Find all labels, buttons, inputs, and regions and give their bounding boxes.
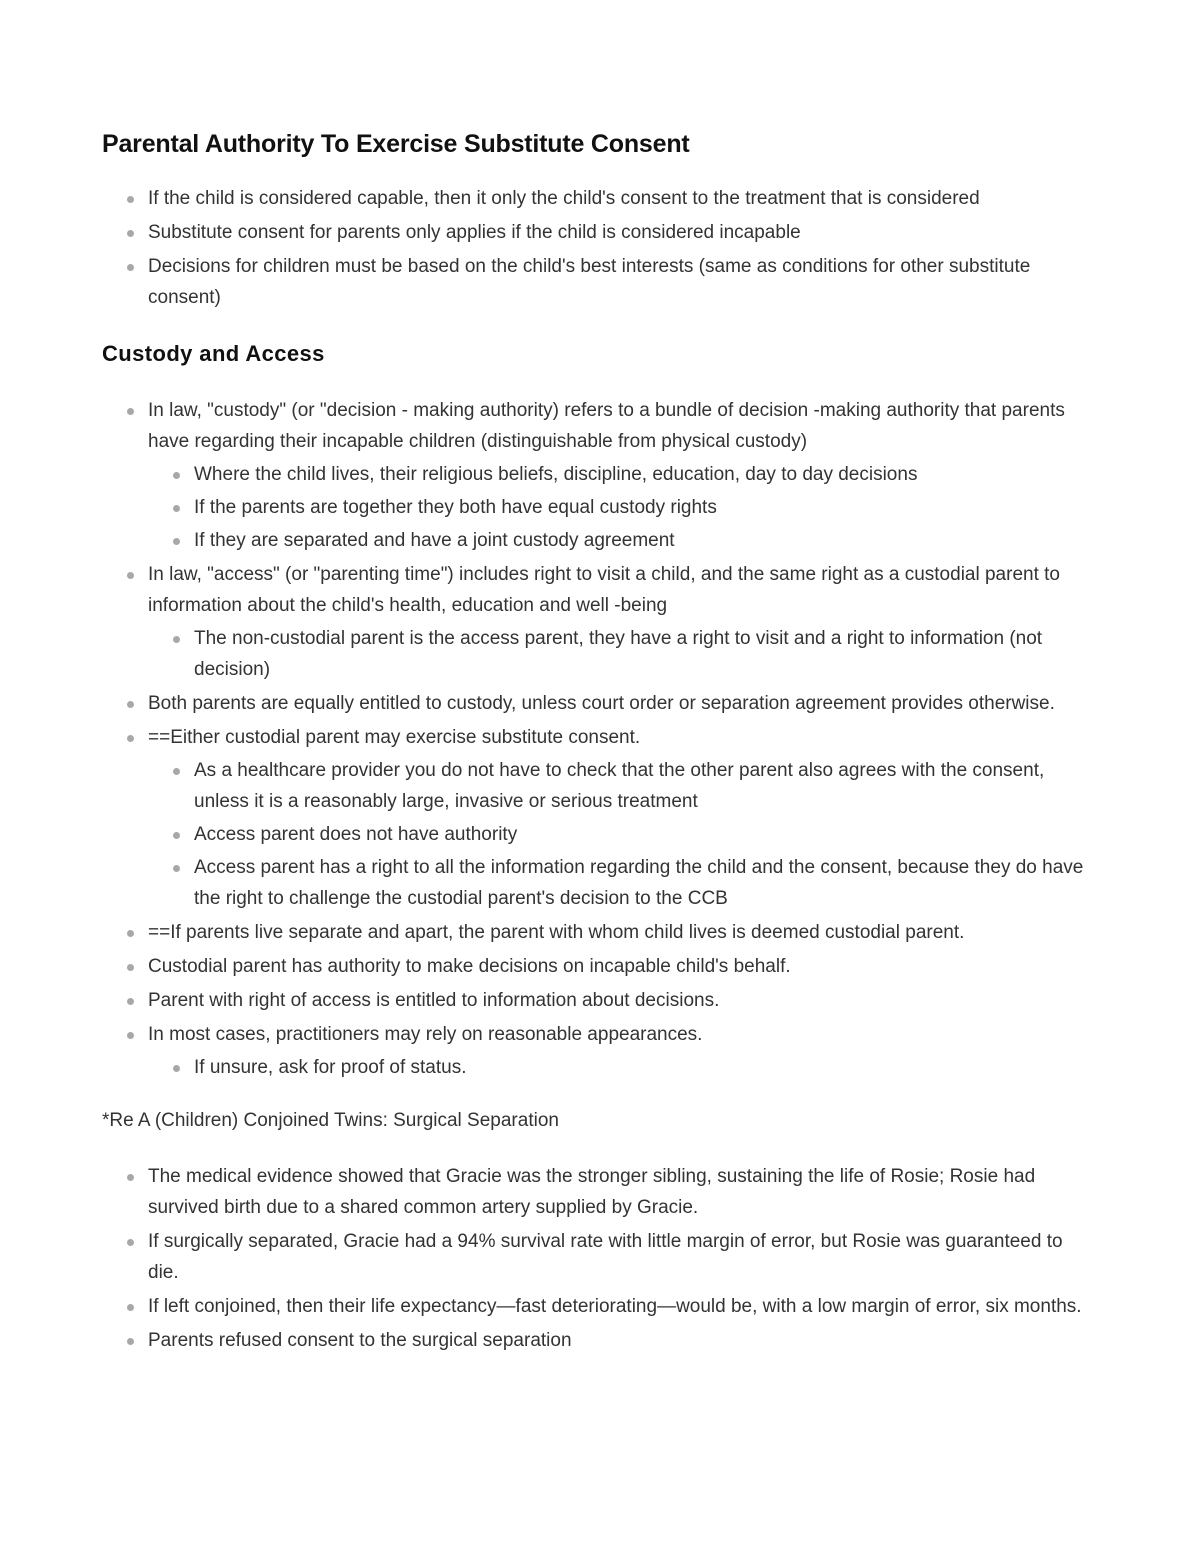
sub-list-item: If they are separated and have a joint custody agreement (194, 525, 1092, 556)
list-item: Parent with right of access is entitled to information about decisions. (148, 985, 1092, 1016)
sub-list-item: Where the child lives, their religious beliefs, discipline, education, day to day decisions (194, 459, 1092, 490)
case-heading: *Re A (Children) Conjoined Twins: Surgical Separation (102, 1110, 559, 1131)
list-item (148, 1019, 1092, 1083)
list-item: Parents refused consent to the surgical separation (148, 1325, 1092, 1356)
section1-list (102, 183, 1092, 313)
sub-list-item: Access parent has a right to all the information regarding the child and the consent, because they do have the right to challenge the custodial parent's decision to the CCB (194, 852, 1092, 914)
list-item: The medical evidence showed that Gracie was the stronger sibling, sustaining the life of Rosie; Rosie had survived birth due to a shared common artery supplied by Gracie. (148, 1161, 1092, 1223)
sub-list-item: If the parents are together they both have equal custody rights (194, 492, 1092, 523)
sub-list-item: Access parent does not have authority (194, 819, 1092, 850)
list-item (148, 559, 1092, 685)
section2-title: Custody and Access (102, 341, 325, 366)
list-item-text: In law, "access" (or "parenting time") includes right to visit a child, and the same right as a custodial parent to information about the child's health, education and well -being (148, 564, 1060, 616)
section1-title: Parental Authority To Exercise Substitute Consent (102, 130, 690, 158)
list-item: If left conjoined, then their life expectancy—fast deteriorating—would be, with a low margin of error, six months. (148, 1291, 1092, 1322)
list-item: If the child is considered capable, then it only the child's consent to the treatment that is considered (148, 183, 1092, 214)
list-item: Both parents are equally entitled to custody, unless court order or separation agreement provides otherwise. (148, 688, 1092, 719)
list-item-text: In law, "custody" (or "decision - making authority) refers to a bundle of decision -making authority that parents have regarding their incapable children (distinguishable from physical custody) (148, 400, 1065, 452)
sub-list (148, 1052, 1092, 1083)
list-item: If surgically separated, Gracie had a 94% survival rate with little margin of error, but Rosie was guaranteed to die. (148, 1226, 1092, 1288)
list-item: Decisions for children must be based on the child's best interests (same as conditions for other substitute consent) (148, 251, 1092, 313)
list-item (148, 722, 1092, 914)
sub-list-item: As a healthcare provider you do not have to check that the other parent also agrees with the consent, unless it is a reasonably large, invasive or serious treatment (194, 755, 1092, 817)
sub-list (148, 623, 1092, 685)
list-item: Substitute consent for parents only applies if the child is considered incapable (148, 217, 1092, 248)
list-item: ==If parents live separate and apart, the parent with whom child lives is deemed custodial parent. (148, 917, 1092, 948)
sub-list (148, 459, 1092, 556)
document-page (102, 126, 1092, 1359)
sub-list-item: If unsure, ask for proof of status. (194, 1052, 1092, 1083)
sub-list (148, 755, 1092, 914)
sub-list-item: The non-custodial parent is the access parent, they have a right to visit and a right to information (not decision) (194, 623, 1092, 685)
case-list (102, 1161, 1092, 1356)
list-item (148, 395, 1092, 556)
section2-list (102, 395, 1092, 1083)
list-item-text: In most cases, practitioners may rely on reasonable appearances. (148, 1024, 703, 1045)
list-item: Custodial parent has authority to make decisions on incapable child's behalf. (148, 951, 1092, 982)
list-item-text: ==Either custodial parent may exercise substitute consent. (148, 727, 641, 748)
